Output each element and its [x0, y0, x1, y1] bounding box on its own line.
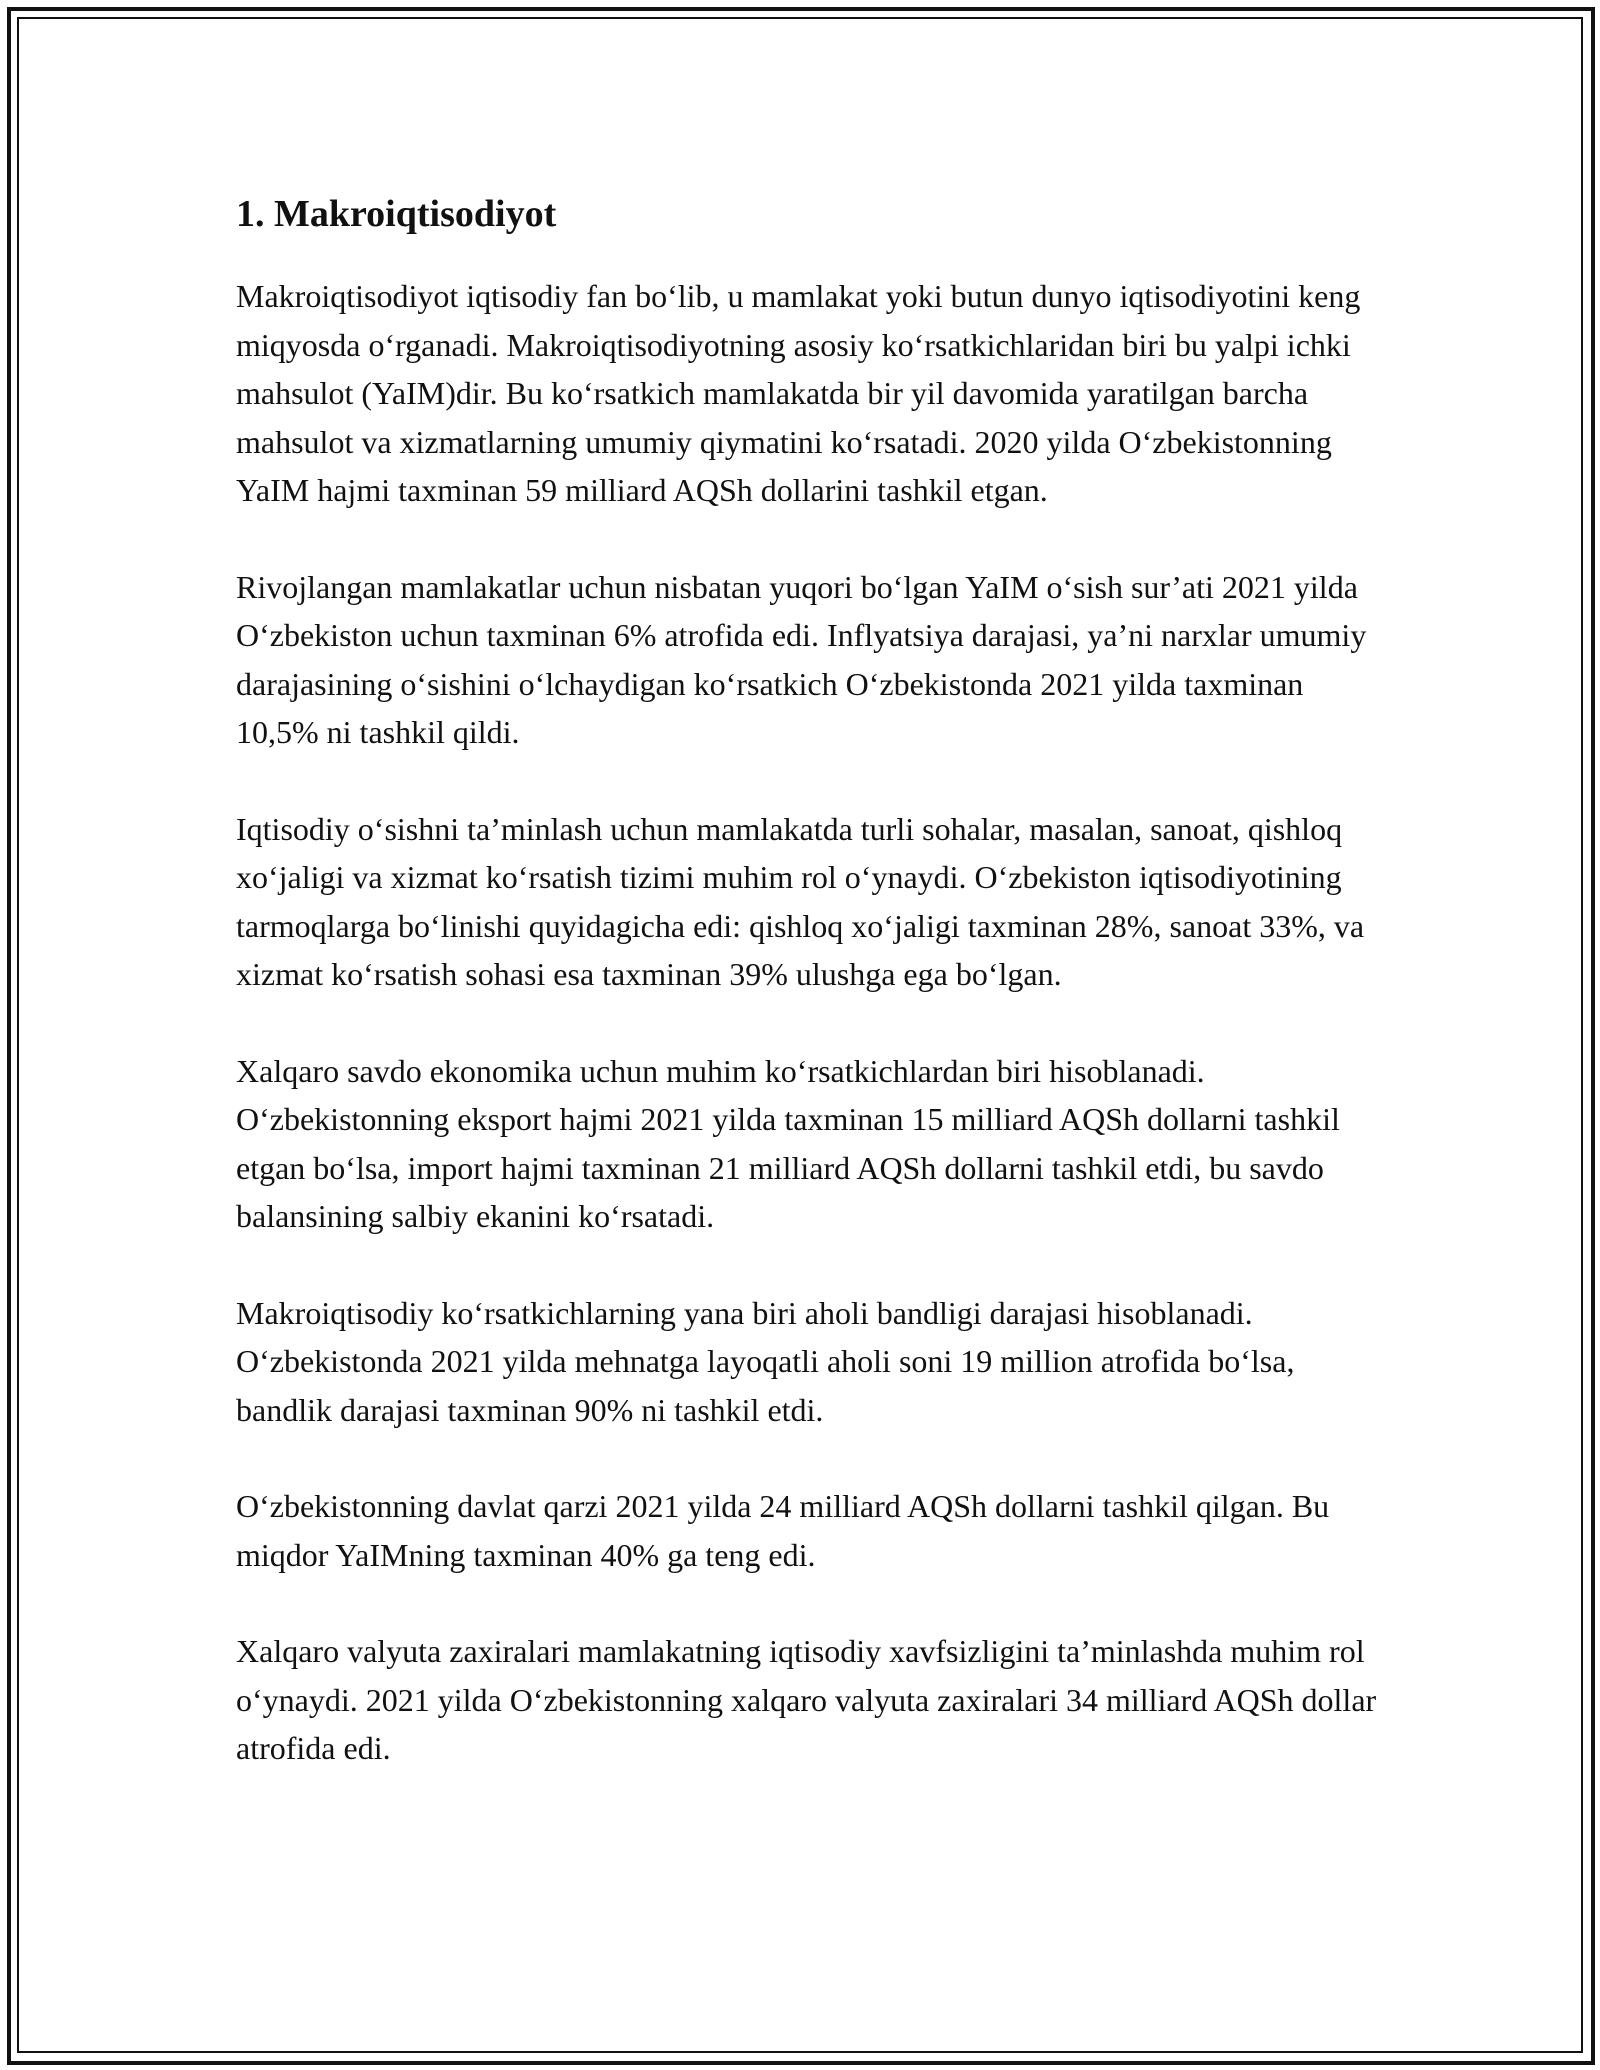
paragraph-currency-reserves: Xalqaro valyuta zaxiralari mamlakatning iqtisodiy xavfsizligini ta’minlashda muhim rol o‘ynaydi. 2021 yilda O‘zbekistonning xalqaro valyuta zaxiralari 34 milliard AQSh dollar atrofida edi.	[236, 1633, 1377, 1766]
paragraph-sectors: Iqtisodiy o‘sishni ta’minlash uchun mamlakatda turli sohalar, masalan, sanoat, qishloq xo‘jaligi va xizmat ko‘rsatish tizimi muhim rol o‘ynaydi. O‘zbekiston iqtisodiyotining tarmoqlarga bo‘linishi quyidagicha edi: qishloq xo‘jaligi taxminan 28%, sanoat 33%, va xizmat ko‘rsatish sohasi esa taxminan 39% ulushga ega bo‘lgan.	[236, 810, 1365, 992]
paragraph-gdp-intro: Makroiqtisodiyot iqtisodiy fan bo‘lib, u mamlakat yoki butun dunyo iqtisodiyotini keng miqyosda o‘rganadi. Makroiqtisodiyotning asosiy ko‘rsatkichlaridan biri bu yalpi ichki mahsulot (YaIM)dir. Bu ko‘rsatkich mamlakatda bir yil davomida yaratilgan barcha mahsulot va xizmatlarning umumiy qiymatini ko‘rsatadi. 2020 yilda O‘zbekistonning YaIM hajmi taxminan 59 milliard AQSh dollarini tashkil etgan.	[236, 278, 1361, 508]
paragraph-employment: Makroiqtisodiy ko‘rsatkichlarning yana biri aholi bandligi darajasi hisoblanadi. O‘zbekistonda 2021 yilda mehnatga layoqatli aholi soni 19 million atrofida bo‘lsa, bandlik darajasi taxminan 90% ni tashkil etdi.	[236, 1294, 1295, 1428]
document-body	[236, 186, 1386, 1821]
paragraph-public-debt: O‘zbekistonning davlat qarzi 2021 yilda 24 milliard AQSh dollarni tashkil qilgan. Bu miqdor YaIMning taxminan 40% ga teng edi.	[236, 1488, 1330, 1573]
section-heading: 1. Makroiqtisodiyot	[236, 193, 557, 235]
paragraph-trade: Xalqaro savdo ekonomika uchun muhim ko‘rsatkichlardan biri hisoblanadi. O‘zbekistonning eksport hajmi 2021 yilda taxminan 15 milliard AQSh dollarni tashkil etgan bo‘lsa, import hajmi taxminan 21 milliard AQSh dollarni tashkil etdi, bu savdo balansining salbiy ekanini ko‘rsatadi.	[236, 1052, 1340, 1234]
paragraph-growth-inflation: Rivojlangan mamlakatlar uchun nisbatan yuqori bo‘lgan YaIM o‘sish sur’ati 2021 yilda O‘zbekiston uchun taxminan 6% atrofida edi. Inflyatsiya darajasi, ya’ni narxlar umumiy darajasining o‘sishini o‘lchaydigan ko‘rsatkich O‘zbekistonda 2021 yilda taxminan 10,5% ni tashkil qildi.	[236, 568, 1367, 750]
